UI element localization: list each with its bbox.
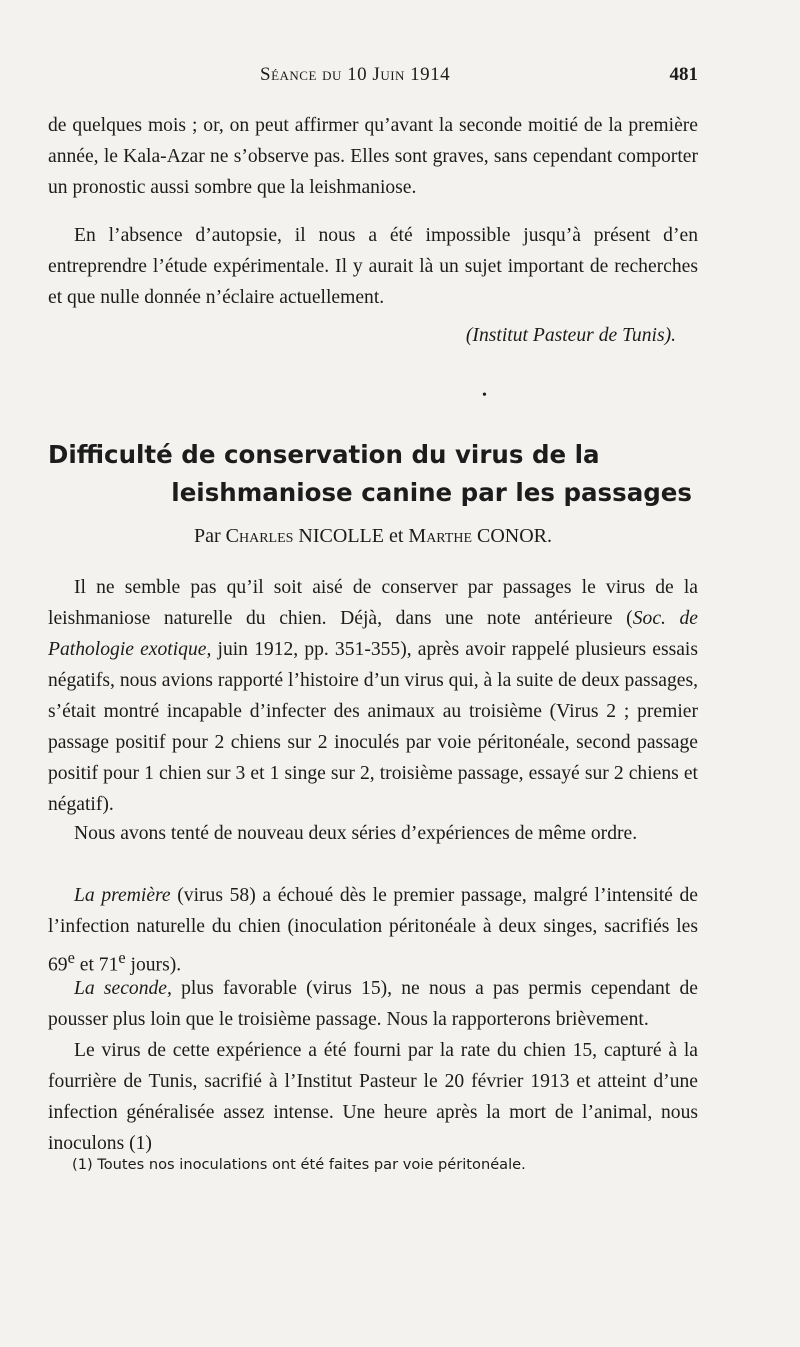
- page-header: [48, 64, 698, 94]
- body-p4-lead: La seconde,: [74, 978, 172, 999]
- author-1: Charles NICOLLE: [225, 525, 384, 547]
- article-title-line-1: Difficulté de conservation du virus de la: [48, 440, 600, 469]
- body-paragraph-4: [48, 973, 698, 1035]
- running-head: Séance du 10 Juin 1914: [260, 64, 451, 85]
- body-p1-text-b: juin 1912, pp. 351-355), après avoir rappelé plusieurs essais négatifs, nous avions rapporté l’histoire d’un virus qui, à la suite de deux passages, s’était montré incapable d’infecter des animaux au troisième (Virus 2 ; premier passage positif pour 2 chiens sur 2 inoculés par voie péritonéale, second passage positif pour 1 chien sur 3 et 1 singe sur 2, troisième passage, essayé sur 2 chiens et négatif).: [48, 639, 698, 815]
- byline-and: et: [388, 525, 404, 547]
- article-title: [48, 436, 698, 512]
- byline-prefix: Par: [193, 525, 221, 547]
- page-number: 481: [669, 64, 698, 85]
- continued-paragraph-2: En l’absence d’autopsie, il nous a été impossible jusqu’à présent d’en entreprendre l’étude expérimentale. Il y aurait là un sujet important de recherches et que nulle donnée n’éclaire actuellement.: [48, 225, 698, 308]
- body-p3-text-b: et 71: [74, 954, 119, 976]
- body-p3-text-c: jours).: [125, 954, 182, 976]
- article-title-line-2: leishmaniose canine par les passages: [171, 478, 692, 507]
- body-paragraph-1: [48, 572, 698, 820]
- continued-paragraph-1: de quelques mois ; or, on peut affirmer qu’avant la seconde moitié de la première année, le Kala-Azar ne s’observe pas. Elles sont graves, sans cependant comporter un pronostic aussi sombre que la leishmaniose.: [48, 115, 698, 198]
- separator-mark: •: [482, 388, 487, 403]
- body-paragraph-5: Le virus de cette expérience a été fourni par la rate du chien 15, capturé à la fourrière de Tunis, sacrifié à l’Institut Pasteur le 20 février 1913 et atteint d’une infection généralisée assez intense. Une heure après la mort de l’animal, nous inoculons (1): [48, 1040, 698, 1154]
- body-p3-text-a: (virus 58) a échoué dès le premier passage, malgré l’intensité de l’infection naturelle du chien (inoculation péritonéale à deux singes, sacrifiés les 69: [48, 885, 699, 976]
- ordinal-superscript-1: e: [67, 948, 75, 967]
- footnote: (1) Toutes nos inoculations ont été faites par voie péritonéale.: [72, 1156, 526, 1173]
- body-p3-lead: La première: [74, 885, 171, 906]
- journal-reference: Soc. de Pathologie exotique,: [48, 608, 698, 660]
- body-paragraph-3: [48, 880, 698, 981]
- institution-attribution: (Institut Pasteur de Tunis).: [465, 325, 676, 346]
- body-p4-text: plus favorable (virus 15), ne nous a pas permis cependant de pousser plus loin que le troisième passage. Nous la rapporterons brièvement.: [48, 978, 698, 1030]
- body-p1-text-a: Il ne semble pas qu’il soit aisé de conserver par passages le virus de la leishmaniose naturelle du chien. Déjà, dans une note antérieure (: [48, 577, 698, 629]
- author-2: Marthe CONOR.: [408, 525, 553, 547]
- body-paragraph-2: Nous avons tenté de nouveau deux séries d’expériences de même ordre.: [74, 823, 638, 844]
- ordinal-superscript-2: e: [118, 948, 126, 967]
- byline: [48, 525, 698, 548]
